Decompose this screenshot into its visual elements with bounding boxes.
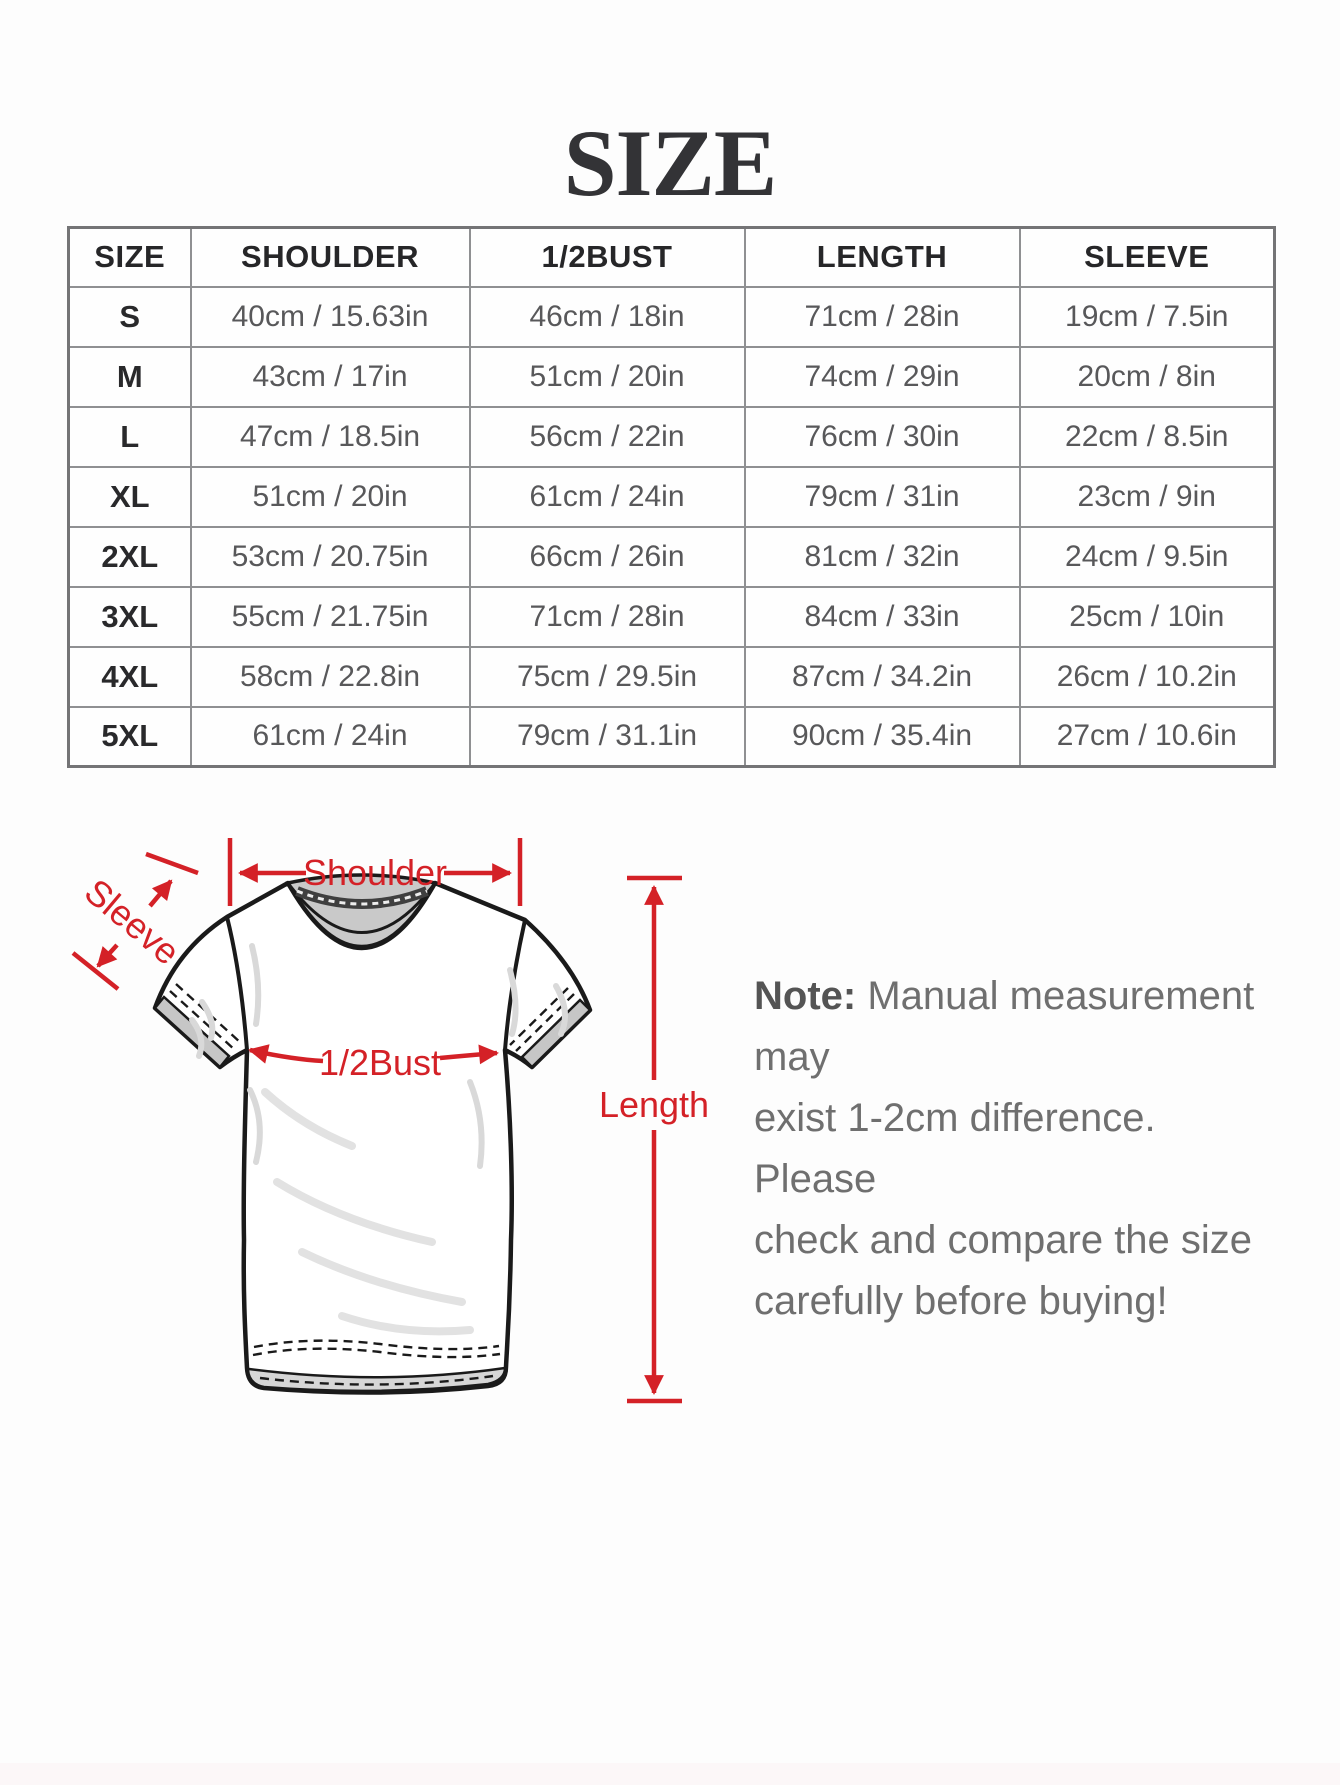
sleeve-label: Sleeve [76, 870, 188, 973]
bust-cell: 46cm / 18in [470, 287, 745, 347]
size-cell: M [69, 347, 191, 407]
length-cell: 90cm / 35.4in [745, 707, 1020, 767]
header-length: LENGTH [745, 228, 1020, 287]
sleeve-cell: 27cm / 10.6in [1020, 707, 1275, 767]
header-sleeve: SLEEVE [1020, 228, 1275, 287]
tshirt-body [155, 883, 590, 1393]
length-cell: 87cm / 34.2in [745, 647, 1020, 707]
shoulder-cell: 61cm / 24in [191, 707, 470, 767]
sleeve-cell: 20cm / 8in [1020, 347, 1275, 407]
shoulder-cell: 47cm / 18.5in [191, 407, 470, 467]
length-cell: 76cm / 30in [745, 407, 1020, 467]
header-bust: 1/2BUST [470, 228, 745, 287]
header-shoulder: SHOULDER [191, 228, 470, 287]
note-label: Note: [754, 974, 857, 1018]
measurement-note [754, 966, 1284, 1332]
header-size: SIZE [69, 228, 191, 287]
shoulder-cell: 40cm / 15.63in [191, 287, 470, 347]
table-row [69, 287, 1275, 347]
shoulder-cell: 51cm / 20in [191, 467, 470, 527]
length-cell: 71cm / 28in [745, 287, 1020, 347]
length-cell: 74cm / 29in [745, 347, 1020, 407]
size-cell: 2XL [69, 527, 191, 587]
shoulder-cell: 58cm / 22.8in [191, 647, 470, 707]
length-cell: 79cm / 31in [745, 467, 1020, 527]
bust-label: 1/2Bust [318, 1042, 442, 1083]
note-line: carefully before buying! [754, 1279, 1168, 1323]
length-label: Length [598, 1084, 710, 1125]
table-row [69, 707, 1275, 767]
shoulder-label: Shoulder [302, 852, 448, 893]
footer-strip [0, 1763, 1340, 1785]
table-row [69, 467, 1275, 527]
bust-cell: 75cm / 29.5in [470, 647, 745, 707]
sleeve-cell: 22cm / 8.5in [1020, 407, 1275, 467]
bust-cell: 79cm / 31.1in [470, 707, 745, 767]
table-row [69, 407, 1275, 467]
table-row [69, 587, 1275, 647]
size-cell: S [69, 287, 191, 347]
size-cell: L [69, 407, 191, 467]
sleeve-cell: 25cm / 10in [1020, 587, 1275, 647]
note-line: Note: Manual measurement may [754, 974, 1255, 1079]
tshirt-measurement-diagram [40, 770, 740, 1440]
sleeve-cell: 23cm / 9in [1020, 467, 1275, 527]
table-header-row [69, 228, 1275, 287]
sleeve-cell: 26cm / 10.2in [1020, 647, 1275, 707]
sleeve-cell: 24cm / 9.5in [1020, 527, 1275, 587]
sleeve-cell: 19cm / 7.5in [1020, 287, 1275, 347]
shoulder-cell: 53cm / 20.75in [191, 527, 470, 587]
size-cell: 4XL [69, 647, 191, 707]
tshirt-illustration [155, 875, 590, 1393]
table-row [69, 527, 1275, 587]
table-row [69, 347, 1275, 407]
bust-cell: 51cm / 20in [470, 347, 745, 407]
page-title: SIZE [563, 110, 777, 216]
table-row [69, 647, 1275, 707]
note-line: check and compare the size [754, 1218, 1253, 1262]
bust-cell: 56cm / 22in [470, 407, 745, 467]
length-annotation [599, 878, 709, 1401]
size-cell: 3XL [69, 587, 191, 647]
size-cell: XL [69, 467, 191, 527]
length-cell: 81cm / 32in [745, 527, 1020, 587]
shoulder-cell: 43cm / 17in [191, 347, 470, 407]
shoulder-cell: 55cm / 21.75in [191, 587, 470, 647]
size-cell: 5XL [69, 707, 191, 767]
bust-cell: 66cm / 26in [470, 527, 745, 587]
note-line: exist 1-2cm difference. Please [754, 1096, 1156, 1201]
bust-cell: 71cm / 28in [470, 587, 745, 647]
length-cell: 84cm / 33in [745, 587, 1020, 647]
bust-cell: 61cm / 24in [470, 467, 745, 527]
size-chart-table [67, 226, 1276, 768]
